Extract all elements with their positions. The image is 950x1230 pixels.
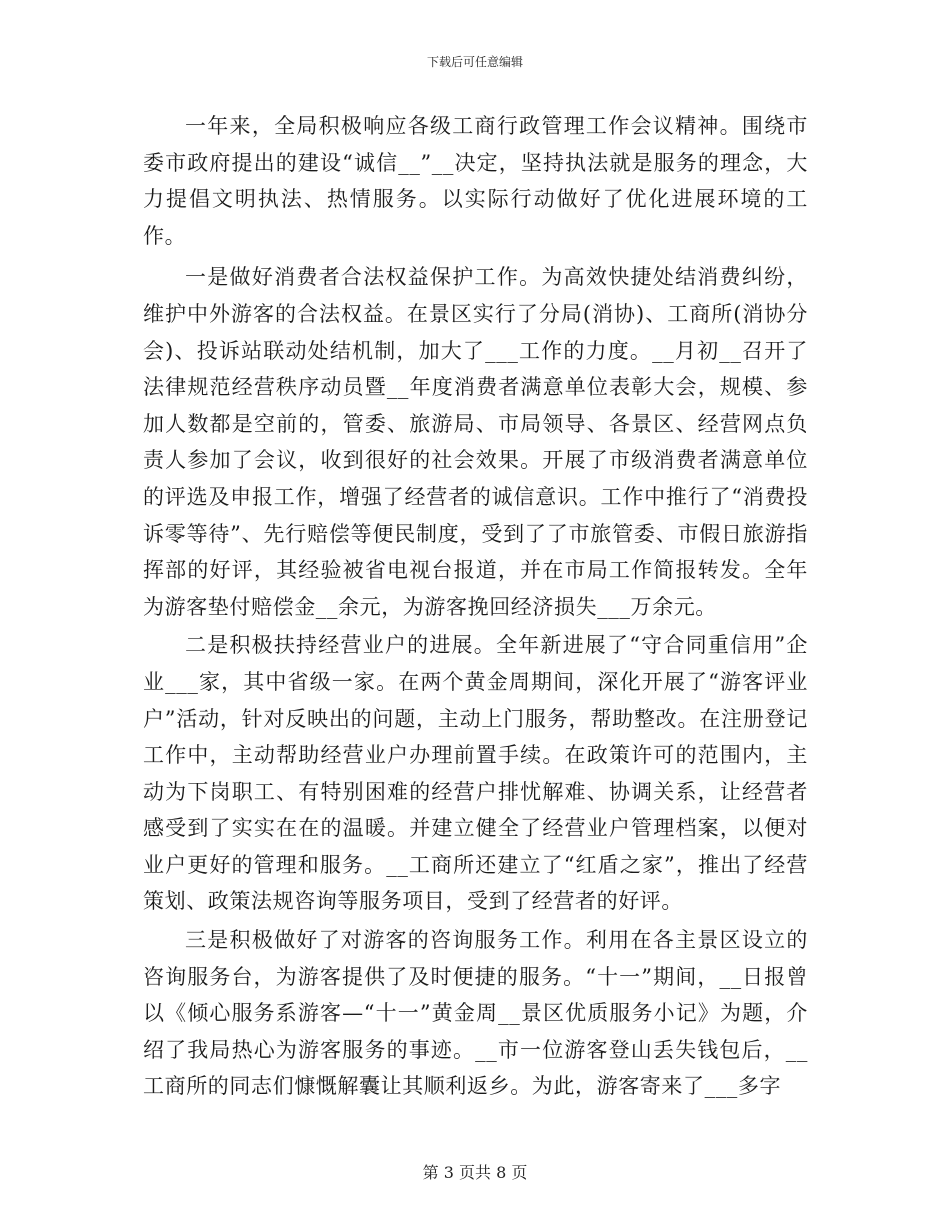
paragraph-consumer-rights: 一是做好消费者合法权益保护工作。为高效快捷处结消费纠纷，维护中外游客的合法权益。在景区实行了分局(消协)、工商所(消协分会)、投诉站联动处结机制，加大了___工作的力度。__月初__召开了法律规范经营秩序动员暨__年度消费者满意单位表彰大会，规模、参加人数都是空前的，管委、旅游局、市局领导、各景区、经营网点负责人参加了会议，收到很好的社会效果。开展了市级消费者满意单位的评选及申报工作，增强了经营者的诚信意识。工作中推行了“消费投诉零等待”、先行赔偿等便民制度，受到了了市旅管委、市假日旅游指挥部的好评，其经验被省电视台报道，并在市局工作简报转发。全年为游客垫付赔偿金__余元，为游客挽回经济损失___万余元。	[143, 265, 808, 619]
page-number: 第 3 页共 8 页	[422, 1163, 528, 1182]
paragraph-business-support: 二是积极扶持经营业户的进展。全年新进展了“守合同重信用”企业___家，其中省级一家。在两个黄金周期间，深化开展了“游客评业户”活动，针对反映出的问题，主动上门服务，帮助整改。在注册登记工作中，主动帮助经营业户办理前置手续。在政策许可的范围内，主动为下岗职工、有特别困难的经营户排忧解难、协调关系，让经营者感受到了实实在在的温暖。并建立健全了经营业户管理档案，以便对业户更好的管理和服务。__工商所还建立了“红盾之家”，推出了经营策划、政策法规咨询等服务项目，受到了经营者的好评。	[143, 633, 808, 914]
paragraph-intro: 一年来，全局积极响应各级工商行政管理工作会议精神。围绕市委市政府提出的建设“诚信__”__决定，坚持执法就是服务的理念，大力提倡文明执法、热情服务。以实际行动做好了优化进展环境的工作。	[143, 114, 808, 248]
paragraph-tourist-service: 三是积极做好了对游客的咨询服务工作。利用在各主景区设立的咨询服务台，为游客提供了及时便捷的服务。“十一”期间，__日报曾以《倾心服务系游客—“十一”黄金周__景区优质服务小记》为题，介绍了我局热心为游客服务的事迹。__市一位游客登山丢失钱包后，__工商所的同志们慷慨解囊让其顺利返乡。为此，游客寄来了___多字	[143, 928, 808, 1099]
document-body	[143, 108, 808, 1105]
page-header: 下载后可任意编辑	[426, 55, 523, 69]
